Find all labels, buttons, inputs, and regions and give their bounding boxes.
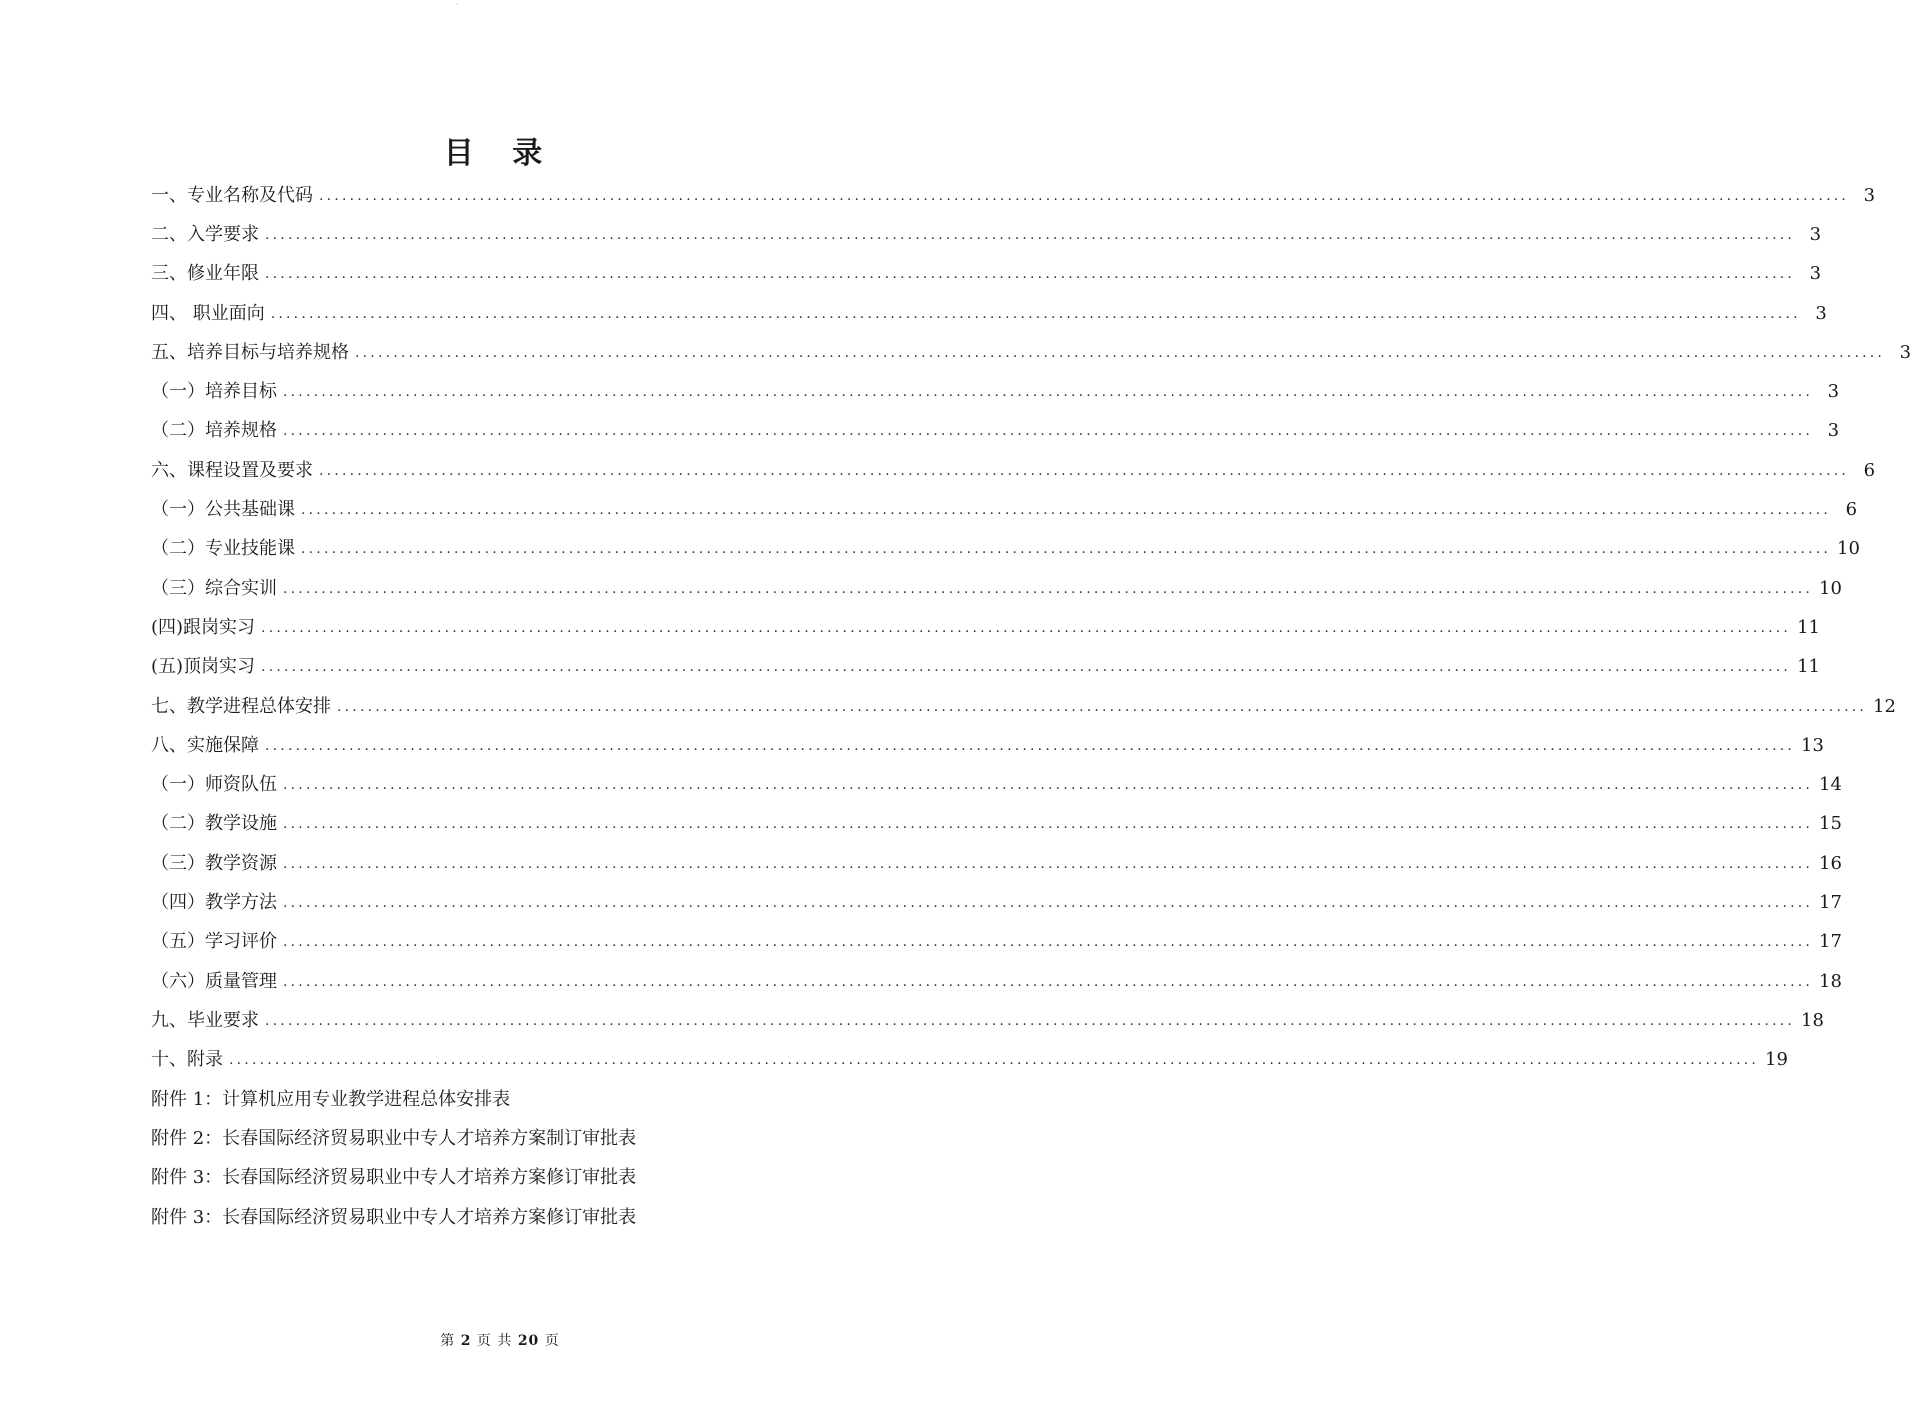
toc-entry-label: 九、毕业要求 <box>151 1009 259 1031</box>
toc-leader-dots: ........................................................................................................................................................................................................ <box>229 1052 1760 1069</box>
toc-entry-label: 六、课程设置及要求 <box>151 459 313 481</box>
toc-entry-page: 12 <box>1873 695 1896 717</box>
toc-entry[interactable] <box>151 962 1842 1001</box>
toc-entry[interactable] <box>151 883 1842 922</box>
toc-entry-page: 10 <box>1819 577 1842 599</box>
toc-entry-label: 十、附录 <box>151 1049 223 1071</box>
toc-entry-page: 18 <box>1801 1009 1824 1031</box>
toc-leader-dots: ........................................................................................................................................................................................................ <box>337 698 1868 715</box>
toc-entry-page: 3 <box>1815 302 1827 324</box>
toc-entry-page: 3 <box>1899 341 1911 363</box>
toc-entry-label: (五)顶岗实习 <box>151 656 256 678</box>
toc-entry[interactable] <box>151 530 1860 569</box>
toc-entry[interactable] <box>151 294 1827 333</box>
toc-entry[interactable] <box>151 844 1842 883</box>
toc-leader-dots: ........................................................................................................................................................................................................ <box>265 266 1796 283</box>
toc-entry[interactable] <box>151 412 1840 451</box>
toc-leader-dots: ........................................................................................................................................................................................................ <box>355 344 1886 361</box>
toc-leader-dots: ........................................................................................................................................................................................................ <box>301 502 1832 519</box>
toc-entry-label: （三）教学资源 <box>151 852 277 874</box>
toc-entry-page: 3 <box>1809 223 1822 245</box>
toc-entry-page: 18 <box>1819 970 1842 992</box>
toc-leader-dots: ........................................................................................................................................................................................................ <box>283 384 1814 401</box>
top-mark: · <box>456 0 459 9</box>
toc-leader-dots: ........................................................................................................................................................................................................ <box>283 973 1814 990</box>
toc-entry-label: （二）专业技能课 <box>151 538 295 560</box>
toc-leader-dots: ........................................................................................................................................................................................................ <box>270 305 1801 322</box>
toc-entry[interactable] <box>151 255 1822 294</box>
toc-leader-dots: ........................................................................................................................................................................................................ <box>261 659 1792 676</box>
toc-entry-label: 五、培养目标与培养规格 <box>151 341 349 363</box>
toc-entry[interactable] <box>151 1001 1824 1040</box>
toc-entry-page: 3 <box>1827 420 1840 442</box>
toc-entry-page: 3 <box>1827 381 1840 403</box>
toc-leader-dots: ........................................................................................................................................................................................................ <box>265 737 1796 754</box>
toc-entry-page: 17 <box>1819 891 1842 913</box>
toc-entry-page: 17 <box>1819 931 1842 953</box>
toc-entry-label: （五）学习评价 <box>151 931 277 953</box>
toc-entry-label: 三、修业年限 <box>151 263 259 285</box>
toc-entry-label: 一、专业名称及代码 <box>151 184 313 206</box>
table-of-contents <box>151 176 1911 1080</box>
toc-leader-dots: ........................................................................................................................................................................................................ <box>283 816 1814 833</box>
toc-entry-page: 6 <box>1845 499 1858 521</box>
footer-current-page: 2 <box>460 1333 472 1349</box>
toc-entry-page: 14 <box>1819 774 1842 796</box>
toc-entry-page: 10 <box>1837 538 1860 560</box>
toc-entry-label: （三）综合实训 <box>151 577 277 599</box>
toc-leader-dots: ........................................................................................................................................................................................................ <box>265 226 1796 243</box>
toc-leader-dots: ........................................................................................................................................................................................................ <box>319 462 1850 479</box>
toc-entry-page: 15 <box>1819 813 1842 835</box>
appendix-item[interactable]: 附件 1：计算机应用专业教学进程总体安排表 <box>151 1088 511 1110</box>
toc-entry-page: 13 <box>1801 734 1824 756</box>
toc-leader-dots: ........................................................................................................................................................................................................ <box>283 580 1814 597</box>
toc-entry[interactable] <box>151 569 1842 608</box>
toc-leader-dots: ........................................................................................................................................................................................................ <box>283 894 1814 911</box>
toc-leader-dots: ........................................................................................................................................................................................................ <box>301 541 1832 558</box>
toc-entry[interactable] <box>151 687 1896 726</box>
toc-entry[interactable] <box>151 726 1824 765</box>
toc-leader-dots: ........................................................................................................................................................................................................ <box>283 777 1814 794</box>
appendix-list <box>151 1078 851 1235</box>
footer-total-pages: 20 <box>517 1333 540 1349</box>
toc-entry-label: 七、教学进程总体安排 <box>151 695 331 717</box>
toc-entry-page: 3 <box>1809 263 1822 285</box>
toc-entry-label: (四)跟岗实习 <box>151 616 256 638</box>
toc-entry[interactable] <box>151 372 1840 411</box>
toc-entry-label: （二）培养规格 <box>151 420 277 442</box>
toc-entry[interactable] <box>151 333 1911 372</box>
toc-leader-dots: ........................................................................................................................................................................................................ <box>283 934 1814 951</box>
toc-entry-label: （一）师资队伍 <box>151 774 277 796</box>
page-footer <box>0 1330 1000 1350</box>
toc-leader-dots: ........................................................................................................................................................................................................ <box>319 187 1850 204</box>
toc-entry[interactable] <box>151 805 1842 844</box>
appendix-item[interactable]: 附件 3：长春国际经济贸易职业中专人才培养方案修订审批表 <box>151 1206 637 1228</box>
toc-entry[interactable] <box>151 176 1876 215</box>
toc-entry-page: 19 <box>1765 1049 1788 1071</box>
toc-entry-page: 3 <box>1863 184 1876 206</box>
toc-leader-dots: ........................................................................................................................................................................................................ <box>261 619 1792 636</box>
footer-suffix: 页 <box>544 1333 560 1349</box>
appendix-item[interactable]: 附件 3：长春国际经济贸易职业中专人才培养方案修订审批表 <box>151 1167 637 1189</box>
toc-entry-page: 11 <box>1797 616 1820 638</box>
toc-entry-label: （六）质量管理 <box>151 970 277 992</box>
toc-entry-page: 16 <box>1819 852 1842 874</box>
toc-entry[interactable] <box>151 451 1876 490</box>
toc-entry-label: 四、 职业面向 <box>151 302 265 324</box>
toc-entry[interactable] <box>151 1041 1788 1080</box>
toc-entry-label: （二）教学设施 <box>151 813 277 835</box>
toc-entry-label: 八、实施保障 <box>151 734 259 756</box>
toc-leader-dots: ........................................................................................................................................................................................................ <box>265 1012 1796 1029</box>
toc-entry[interactable] <box>151 765 1842 804</box>
toc-entry-label: （一）培养目标 <box>151 381 277 403</box>
appendix-item[interactable]: 附件 2：长春国际经济贸易职业中专人才培养方案制订审批表 <box>151 1127 637 1149</box>
footer-prefix: 第 <box>440 1333 456 1349</box>
toc-entry-page: 11 <box>1797 656 1820 678</box>
toc-entry[interactable] <box>151 923 1842 962</box>
toc-leader-dots: ........................................................................................................................................................................................................ <box>283 855 1814 872</box>
toc-leader-dots: ........................................................................................................................................................................................................ <box>283 423 1814 440</box>
toc-entry[interactable] <box>151 608 1820 647</box>
toc-entry-label: （四）教学方法 <box>151 891 277 913</box>
toc-entry[interactable] <box>151 490 1858 529</box>
toc-entry[interactable] <box>151 648 1820 687</box>
page-title: 目 录 <box>443 136 557 171</box>
footer-middle: 页 共 <box>476 1333 513 1349</box>
toc-entry[interactable] <box>151 215 1822 254</box>
toc-entry-label: 二、入学要求 <box>151 223 259 245</box>
toc-entry-page: 6 <box>1863 459 1876 481</box>
toc-entry-label: （一）公共基础课 <box>151 499 295 521</box>
